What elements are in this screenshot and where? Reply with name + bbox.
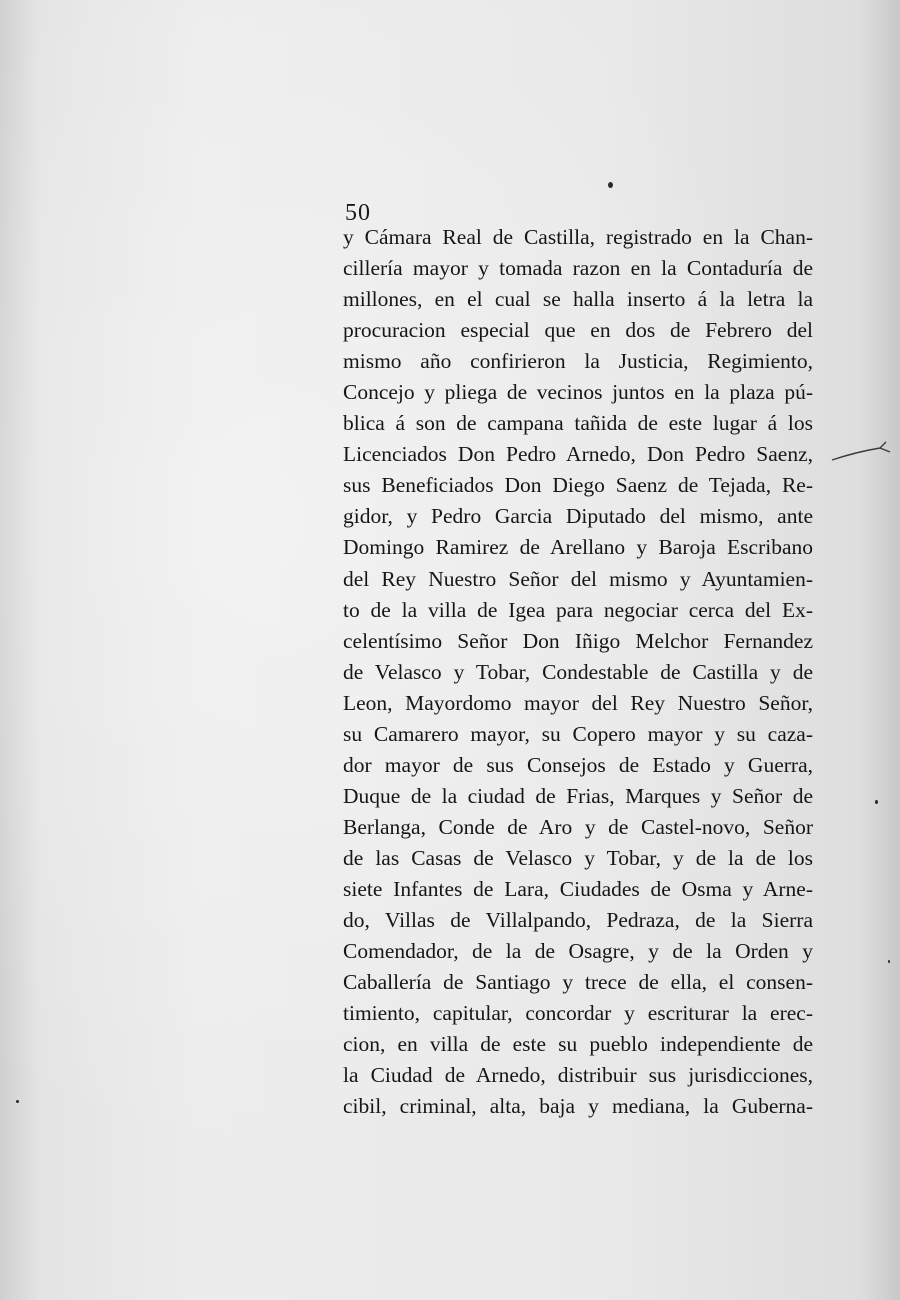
text-line: de Velasco y Tobar, Condestable de Castilla y de [343, 659, 813, 684]
ink-speck [888, 960, 890, 963]
text-line: de las Casas de Velasco y Tobar, y de la de los [343, 845, 813, 870]
text-line: Berlanga, Conde de Aro y de Castel-novo, Señor [343, 814, 813, 839]
text-line: Comendador, de la de Osagre, y de la Orden y [343, 939, 813, 964]
text-line: Leon, Mayordomo mayor del Rey Nuestro Señor, [343, 690, 813, 715]
text-line: cillería mayor y tomada razon en la Contaduría de [343, 256, 813, 281]
text-line: la Ciudad de Arnedo, distribuir sus jurisdicciones, [343, 1063, 813, 1088]
text-line: sus Beneficiados Don Diego Saenz de Tejada, Re- [343, 473, 813, 498]
ink-speck [608, 182, 613, 188]
text-line: to de la villa de Igea para negociar cerca del Ex- [343, 597, 813, 622]
text-line: del Rey Nuestro Señor del mismo y Ayuntamien- [343, 566, 813, 591]
text-line: dor mayor de sus Consejos de Estado y Guerra, [343, 752, 813, 777]
text-line: Concejo y pliega de vecinos juntos en la plaza pú- [343, 380, 813, 405]
ink-speck [16, 1100, 19, 1103]
text-line: y Cámara Real de Castilla, registrado en la Chan- [343, 225, 813, 249]
text-line: siete Infantes de Lara, Ciudades de Osma y Arne- [343, 876, 813, 901]
text-line: Domingo Ramirez de Arellano y Baroja Escribano [343, 535, 813, 560]
text-line: cion, en villa de este su pueblo independiente de [343, 1032, 813, 1057]
text-line: mismo año confirieron la Justicia, Regimiento, [343, 349, 813, 374]
text-line: gidor, y Pedro Garcia Diputado del mismo, ante [343, 504, 813, 529]
text-line: Duque de la ciudad de Frias, Marques y Señor de [343, 783, 813, 808]
page-number: 50 [345, 200, 371, 226]
text-line: do, Villas de Villalpando, Pedraza, de la Sierra [343, 908, 813, 933]
body-text [343, 222, 813, 1122]
text-line: Caballería de Santiago y trece de ella, el consen- [343, 970, 813, 995]
text-line: celentísimo Señor Don Iñigo Melchor Fernandez [343, 628, 813, 653]
text-line: su Camarero mayor, su Copero mayor y su caza- [343, 721, 813, 746]
text-line: timiento, capitular, concordar y escriturar la erec- [343, 1001, 813, 1026]
text-line: procuracion especial que en dos de Febrero del [343, 318, 813, 343]
margin-pen-mark [830, 438, 900, 468]
text-line: Licenciados Don Pedro Arnedo, Don Pedro Saenz, [343, 442, 813, 467]
text-line: blica á son de campana tañida de este lugar á los [343, 411, 813, 436]
text-line: cibil, criminal, alta, baja y mediana, la Guberna- [343, 1094, 813, 1119]
text-line: millones, en el cual se halla inserto á la letra la [343, 287, 813, 312]
ink-speck [875, 800, 878, 804]
